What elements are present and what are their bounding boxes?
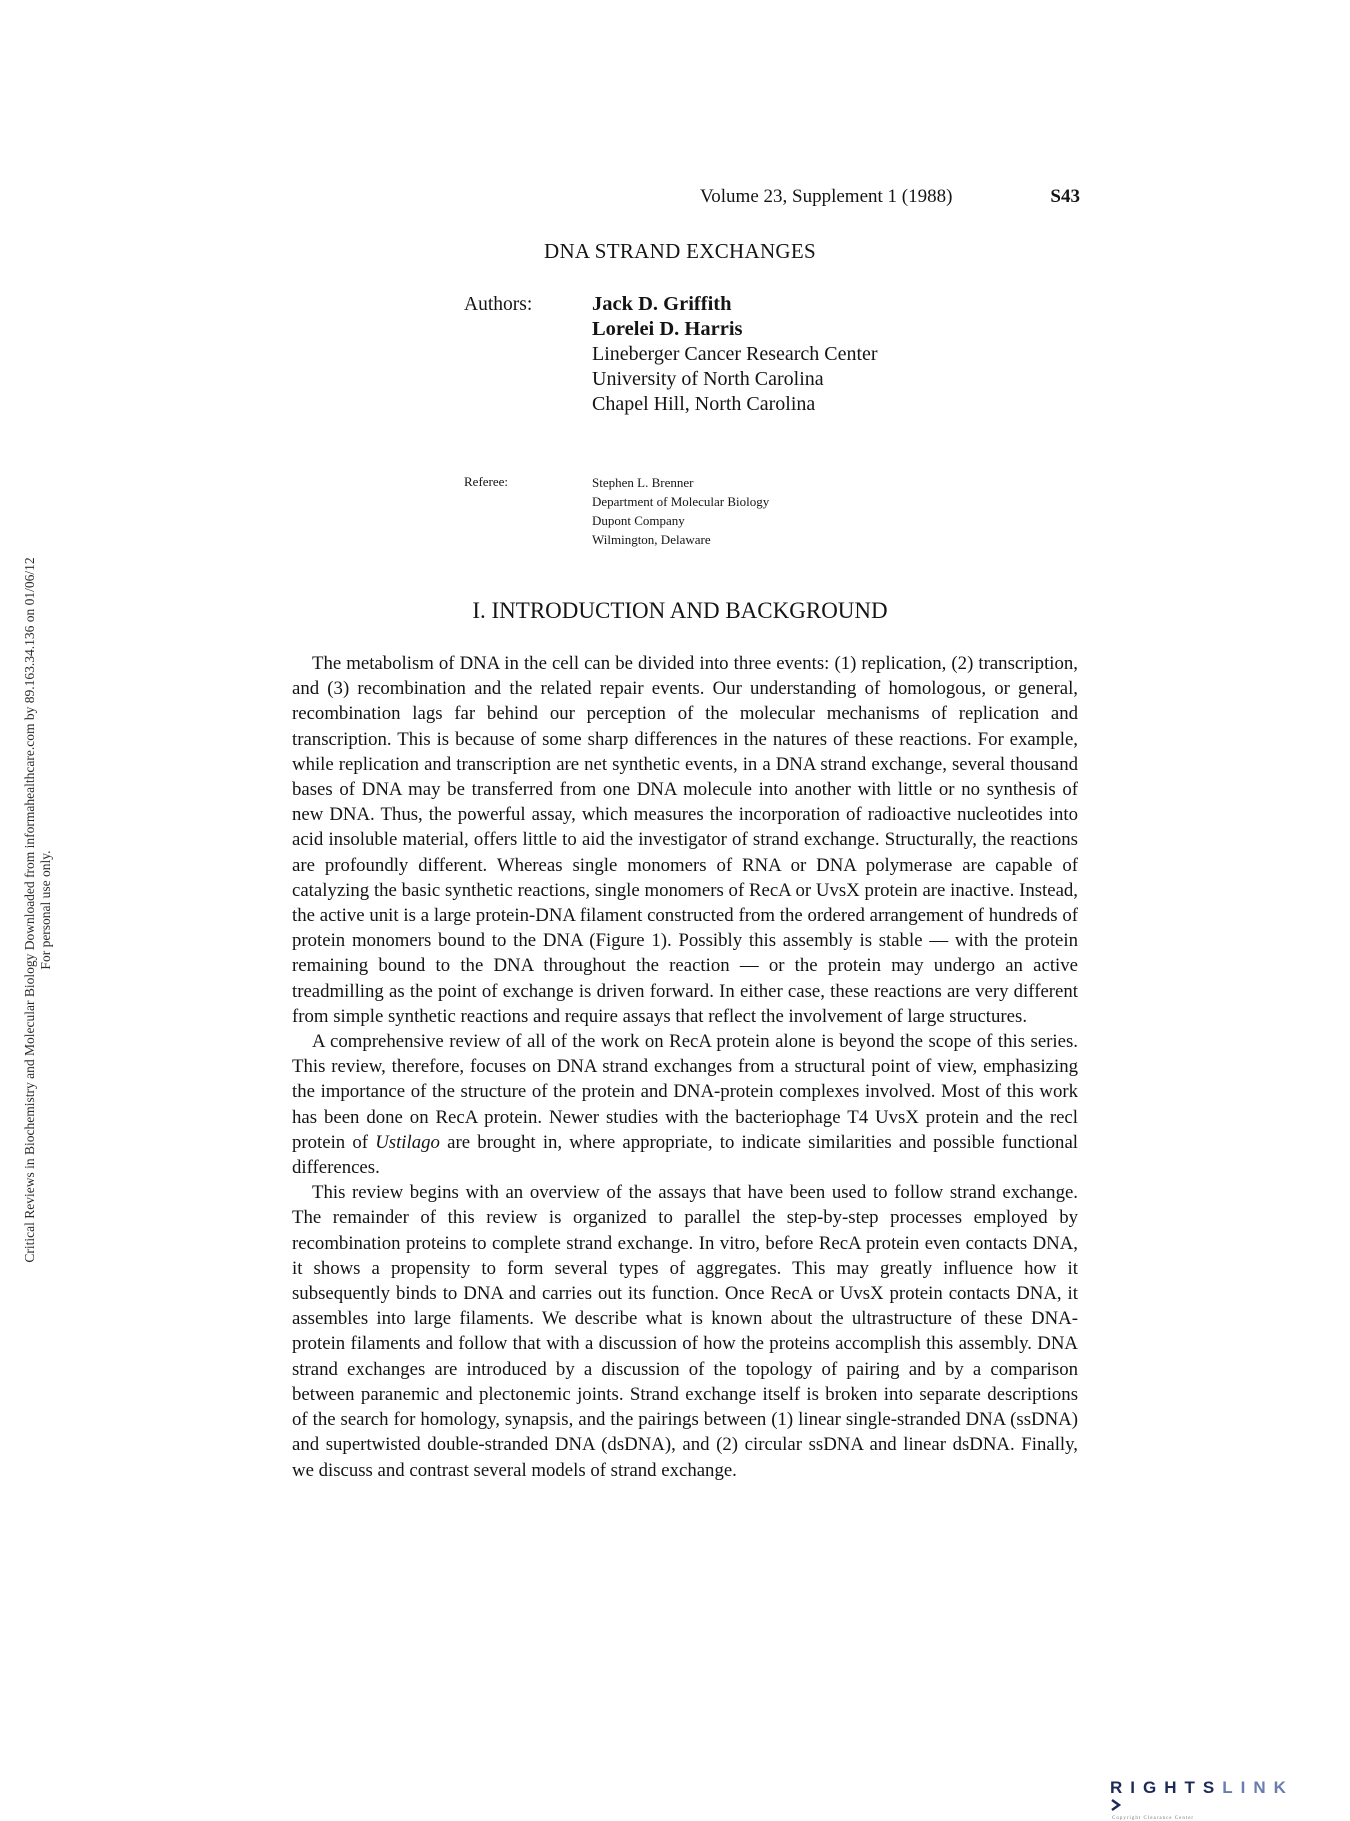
author-name: Lorelei D. Harris — [592, 318, 743, 340]
body-text — [292, 651, 1078, 1483]
affiliation-line: Lineberger Cancer Research Center — [592, 343, 878, 365]
rightslink-arrow-icon — [1110, 1798, 1124, 1812]
section-heading: I. INTRODUCTION AND BACKGROUND — [472, 598, 888, 623]
page-number: S43 — [1050, 186, 1080, 207]
article-title: DNA STRAND EXCHANGES — [543, 239, 817, 263]
referee-line: Department of Molecular Biology — [592, 494, 770, 509]
paragraph: The metabolism of DNA in the cell can be divided into three events: (1) replication, (2) transcription, and (3) recombination and the related repair events. Our understanding of homologous, or general, recombination lags far behind our perception of the molecular mechanisms of replication and transcription. This is because of some sharp differences in the natures of these reactions. For example, while replication and transcription are net synthetic events, in a DNA strand exchange, several thousand bases of DNA may be transferred from one DNA molecule into another with little or no synthesis of new DNA. Thus, the powerful assay, which measures the incorporation of radioactive nucleotides into acid insoluble material, offers little to aid the investigator of strand exchange. Structurally, the reactions are profoundly different. Whereas single monomers of RNA or DNA polymerase are capable of catalyzing the basic synthetic reactions, single monomers of RecA or UvsX protein are inactive. Instead, the active unit is a large protein-DNA filament constructed from the ordered arrangement of hundreds of protein monomers bound to the DNA (Figure 1). Possibly this assembly is stable — with the protein remaining bound to the DNA throughout the reaction — or the protein may undergo an active treadmilling as the point of exchange is driven forward. In either case, these reactions are very different from simple synthetic reactions and require assays that reflect the involvement of large structures. — [292, 653, 1078, 1027]
authors-label: Authors: — [464, 294, 533, 315]
rightslink-text-dark: RIGHTS — [1110, 1778, 1223, 1797]
journal-volume: Volume 23, Supplement 1 (1988) — [700, 186, 953, 207]
download-notice-sidebar — [0, 470, 53, 1350]
personal-use-notice: For personal use only. — [38, 850, 53, 970]
paragraph: This review begins with an overview of the assays that have been used to follow strand exchange. The remainder of this review is organized to parallel the step-by-step processes employed by recombination proteins to complete strand exchange. In vitro, before RecA protein even contacts DNA, it shows a propensity to form several types of aggregates. This may greatly influence how it subsequently binds to DNA and carries out its function. Once RecA or UvsX protein contacts DNA, it assembles into large filaments. We describe what is known about the ultrastructure of these DNA-protein filaments and follow that with a discussion of how the proteins accomplish this assembly. DNA strand exchanges are introduced by a discussion of the topology of pairing and by a comparison between paranemic and plectonemic joints. Strand exchange itself is broken into separate descriptions of the search for homology, synapsis, and the pairings between (1) linear single-stranded DNA (ssDNA) and supertwisted double-stranded DNA (dsDNA), and (2) circular ssDNA and linear dsDNA. Finally, we discuss and contrast several models of strand exchange. — [292, 1182, 1078, 1481]
referee-line: Stephen L. Brenner — [592, 475, 694, 490]
referee-line: Wilmington, Delaware — [592, 532, 711, 547]
referee-label: Referee: — [464, 474, 509, 489]
author-name: Jack D. Griffith — [592, 293, 732, 315]
download-notice: Critical Reviews in Biochemistry and Molecular Biology Downloaded from informahealthcare.com by 89.163.34.136 on 01/06/12 — [22, 557, 37, 1263]
rightslink-tagline: Copyright Clearance Center — [1112, 1816, 1195, 1821]
affiliation-line: University of North Carolina — [592, 368, 824, 390]
paragraph: A comprehensive review of all of the work on RecA protein alone is beyond the scope of this series. This review, therefore, focuses on DNA strand exchanges from a structural point of view, emphasizing the importance of the structure of the protein and DNA-protein complexes involved. Most of this work has been done on RecA protein. Newer studies with the bacteriophage T4 UvsX protein and the recl protein of Ustilago are brought in, where appropriate, to indicate similarities and possible functional differences. — [292, 1031, 1079, 1179]
rightslink-logo[interactable] — [1110, 1778, 1310, 1821]
rightslink-text-light: LINK — [1222, 1778, 1294, 1797]
authors-block — [592, 292, 878, 417]
affiliation-line: Chapel Hill, North Carolina — [592, 393, 816, 415]
referee-line: Dupont Company — [592, 513, 685, 528]
referee-block — [592, 473, 769, 549]
